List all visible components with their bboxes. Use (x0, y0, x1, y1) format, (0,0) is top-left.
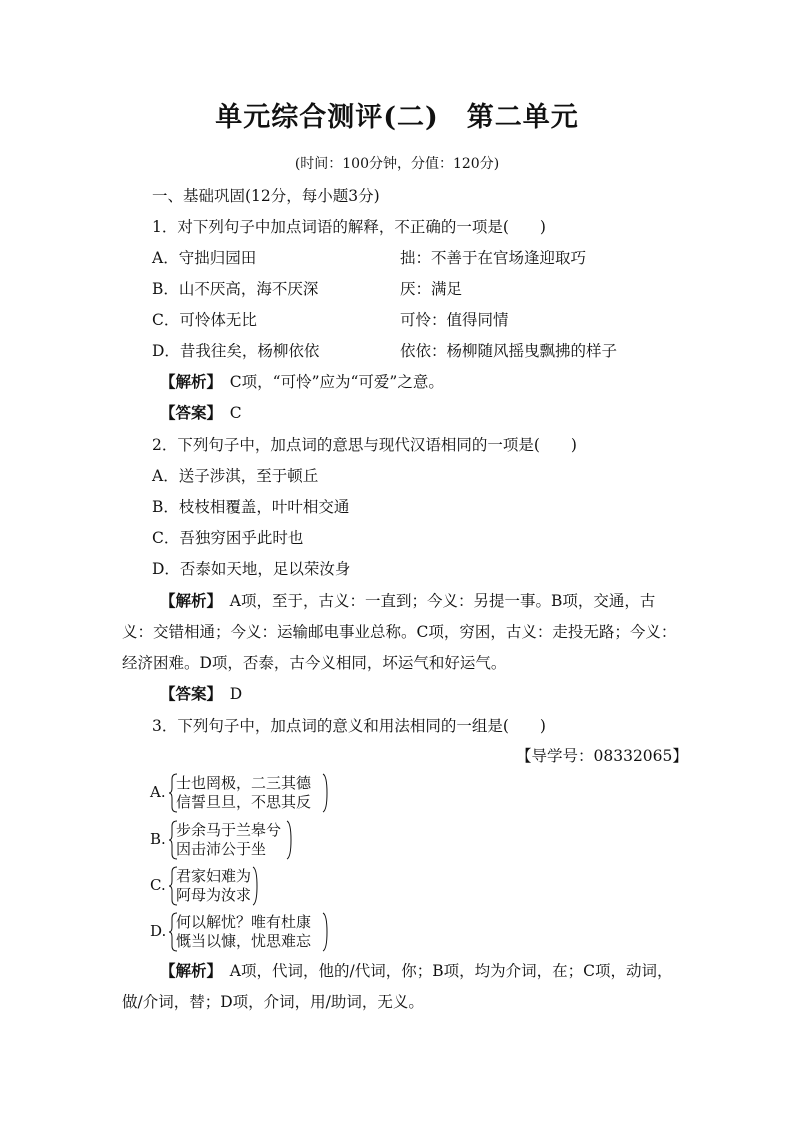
question-2-option-b: B．枝枝相覆盖，叶叶相交通 (152, 498, 350, 516)
question-2-analysis-line-2: 义：交错相通；今义：运输邮电事业总称。C项，穷困，古义：走投无路；今义： (122, 623, 677, 641)
option-line-1: 士也罔极，二三其德 (176, 774, 312, 792)
question-2-stem: 2．下列句子中，加点词的意思与现代汉语相同的一项是( ) (152, 436, 577, 454)
guide-number: 【导学号：08332065】 (516, 747, 688, 765)
analysis-text: C项，“可怜”应为“可爱”之意。 (229, 373, 444, 391)
answer-text: C (229, 404, 242, 422)
option-line-1: 步余马于兰皋兮 (176, 821, 282, 839)
analysis-tag: 【解析】 (160, 961, 215, 980)
question-1-option-c-gloss: 可怜：值得同情 (400, 311, 509, 329)
question-1-option-a: A．守拙归园田 (152, 249, 257, 267)
question-1-analysis (160, 372, 444, 392)
right-brace-icon (322, 912, 330, 952)
question-1-option-c: C．可怜体无比 (152, 311, 257, 329)
option-lines (176, 913, 311, 951)
question-1-option-b-gloss: 厌：满足 (400, 280, 463, 298)
option-label: A. (150, 783, 166, 801)
question-1-option-d-gloss: 依依：杨柳随风摇曳飘拂的样子 (400, 342, 618, 360)
question-2-option-a: A．送子涉淇，至于顿丘 (152, 467, 319, 485)
question-3-option-b (150, 819, 350, 861)
question-1-option-d: D．昔我往矣，杨柳依依 (152, 342, 320, 360)
question-2-analysis-line-1 (160, 591, 655, 611)
analysis-text: A项，代词，他的/代词，你；B项，均为介词，在；C项，动词， (229, 962, 673, 980)
question-3-analysis-line-2: 做/介词，替；D项，介词，用/助词，无义。 (122, 993, 424, 1011)
section-heading: 一、基础巩固(12分，每小题3分) (152, 187, 380, 205)
analysis-text: A项，至于，古义：一直到；今义：另提一事。B项，交通，古 (229, 592, 656, 610)
title-main: 单元综合测评(二) (215, 102, 439, 133)
question-3-analysis-line-1 (160, 961, 672, 981)
exam-meta: (时间：100分钟，分值：120分) (294, 156, 500, 172)
title-sub: 第二单元 (466, 102, 579, 133)
option-lines (176, 774, 311, 812)
answer-tag: 【答案】 (160, 403, 215, 422)
option-label: D. (150, 922, 167, 940)
right-brace-icon (286, 820, 294, 860)
option-label: C. (150, 876, 166, 894)
option-line-2: 慨当以慷，忧思难忘 (176, 932, 312, 950)
question-3-option-c (150, 865, 350, 907)
question-3-option-a (150, 772, 350, 814)
question-2-option-c: C．吾独穷困乎此时也 (152, 529, 304, 547)
option-line-1: 君家妇难为 (176, 867, 252, 885)
option-lines (176, 867, 251, 905)
question-3-stem: 3．下列句子中，加点词的意义和用法相同的一组是( ) (152, 717, 546, 735)
right-brace-icon (322, 773, 330, 813)
option-line-2: 阿母为汝求 (176, 886, 252, 904)
analysis-tag: 【解析】 (160, 591, 215, 610)
option-lines (176, 821, 281, 859)
page-title (0, 95, 794, 134)
answer-tag: 【答案】 (160, 684, 215, 703)
question-2-option-d: D．否泰如天地，足以荣汝身 (152, 560, 351, 578)
question-1-option-a-gloss: 拙：不善于在官场逢迎取巧 (400, 249, 587, 267)
question-2-answer (160, 684, 242, 704)
question-1-stem: 1．对下列句子中加点词语的解释，不正确的一项是( ) (152, 218, 546, 236)
question-3-option-d (150, 911, 350, 953)
right-brace-icon (252, 866, 260, 906)
option-line-2: 信誓旦旦，不思其反 (176, 793, 312, 811)
question-2-analysis-line-3: 经济困难。D项，否泰，古今义相同，坏运气和好运气。 (122, 654, 507, 672)
option-label: B. (150, 830, 166, 848)
option-line-1: 何以解忧？唯有杜康 (176, 913, 312, 931)
option-line-2: 因击沛公于坐 (176, 840, 267, 858)
analysis-tag: 【解析】 (160, 372, 215, 391)
question-1-answer (160, 403, 242, 423)
answer-text: D (229, 685, 243, 703)
question-1-option-b: B．山不厌高，海不厌深 (152, 280, 319, 298)
